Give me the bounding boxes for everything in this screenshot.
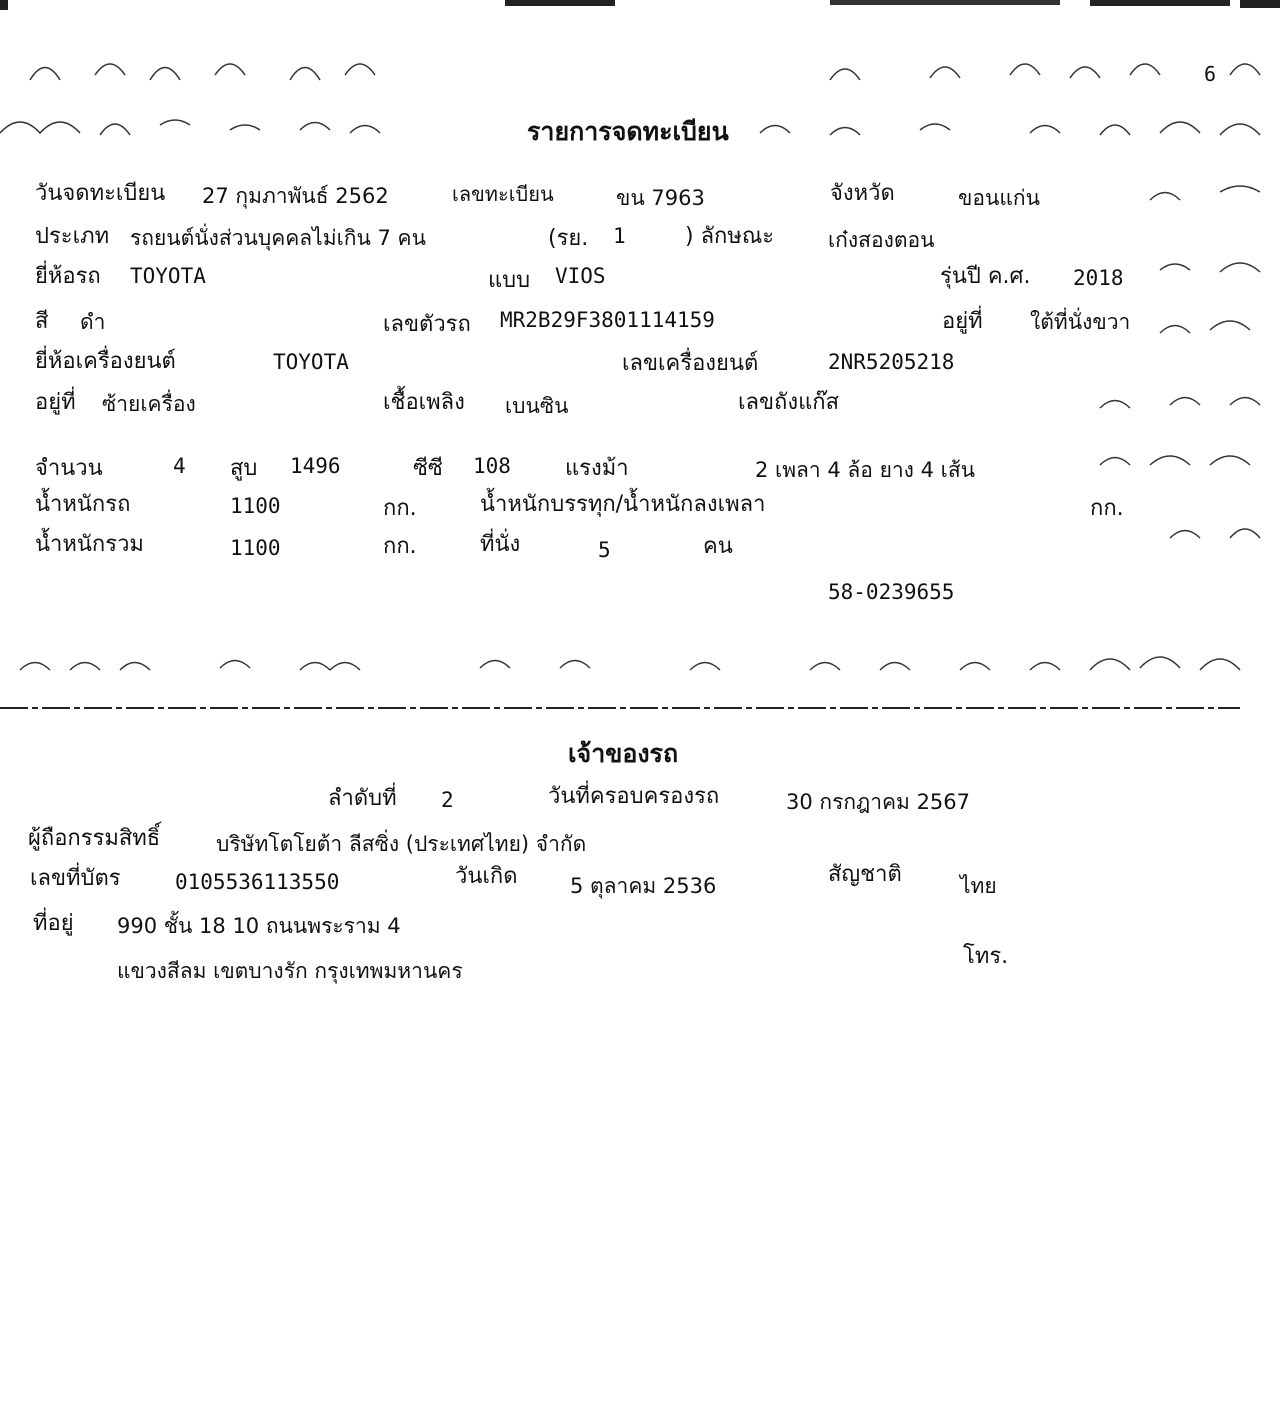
vehicle-weight-value: 1100 xyxy=(230,494,281,518)
section-divider xyxy=(0,700,1280,716)
model-year-value: 2018 xyxy=(1073,266,1124,290)
chassis-location-label: อยู่ที่ xyxy=(942,309,983,334)
vehicle-type-label: ประเภท xyxy=(35,224,110,249)
engine-location-value: ซ้ายเครื่อง xyxy=(102,392,196,416)
model-value: VIOS xyxy=(555,264,606,288)
owner-order-value: 2 xyxy=(441,788,454,812)
cylinder-unit: สูบ xyxy=(230,456,258,481)
vehicle-weight-unit: กก. xyxy=(383,496,417,521)
horsepower-value: 108 xyxy=(473,454,511,478)
type-code-open: (รย. xyxy=(548,226,589,251)
type-code-value: 1 xyxy=(613,224,626,248)
possession-date-value: 30 กรกฎาคม 2567 xyxy=(786,790,971,814)
engine-brand-value: TOYOTA xyxy=(273,350,349,374)
fuel-value: เบนซิน xyxy=(505,394,569,418)
vehicle-weight-label: น้ำหนักรถ xyxy=(35,492,131,517)
displacement-value: 1496 xyxy=(290,454,341,478)
holder-label: ผู้ถือกรรมสิทธิ์ xyxy=(28,826,161,851)
province-value: ขอนแก่น xyxy=(958,186,1040,210)
owner-section-title: เจ้าของรถ xyxy=(568,739,679,768)
cc-label: ซีซี xyxy=(413,456,443,481)
birth-date-label: วันเกิด xyxy=(455,864,518,889)
scan-top-edge xyxy=(0,0,1280,12)
brand-value: TOYOTA xyxy=(130,264,206,288)
wave-pattern-top xyxy=(0,45,1280,90)
address-label: ที่อยู่ xyxy=(33,911,74,936)
chassis-location-value: ใต้ที่นั่งขวา xyxy=(1030,310,1131,334)
body-style-value: เก๋งสองตอน xyxy=(828,228,935,252)
body-style-label: ) ลักษณะ xyxy=(685,224,775,249)
id-card-number-label: เลขที่บัตร xyxy=(30,866,121,891)
engine-number-value: 2NR5205218 xyxy=(828,350,955,374)
vehicle-type-value: รถยนต์นั่งส่วนบุคคลไม่เกิน 7 คน xyxy=(130,226,426,250)
nationality-label: สัญชาติ xyxy=(828,862,902,887)
chassis-number-value: MR2B29F3801114159 xyxy=(500,308,715,332)
document-serial-number: 58-0239655 xyxy=(828,580,955,604)
cylinders-label: จำนวน xyxy=(35,456,103,481)
phone-label: โทร. xyxy=(963,944,1009,969)
engine-number-label: เลขเครื่องยนต์ xyxy=(622,351,759,376)
wave-pattern-right-5 xyxy=(0,440,1280,480)
province-label: จังหวัด xyxy=(830,181,895,206)
holder-value: บริษัทโตโยต้า ลีสซิ่ง (ประเทศไทย) จำกัด xyxy=(216,832,587,856)
address-line-1: 990 ชั้น 18 10 ถนนพระราม 4 xyxy=(117,914,401,938)
owner-order-label: ลำดับที่ xyxy=(328,786,397,811)
load-weight-label: น้ำหนักบรรทุก/น้ำหนักลงเพลา xyxy=(480,492,766,517)
registration-date-value: 27 กุมภาพันธ์ 2562 xyxy=(202,184,389,208)
axle-wheel-tire-value: 2 เพลา 4 ล้อ ยาง 4 เส้น xyxy=(755,458,975,482)
color-value: ดำ xyxy=(80,310,106,334)
gross-weight-value: 1100 xyxy=(230,536,281,560)
load-weight-unit: กก. xyxy=(1090,496,1124,521)
brand-label: ยี่ห้อรถ xyxy=(35,264,101,289)
nationality-value: ไทย xyxy=(960,874,997,898)
birth-date-value: 5 ตุลาคม 2536 xyxy=(570,874,717,898)
page-number: 6 xyxy=(1204,62,1217,86)
gas-tank-number-label: เลขถังแก๊ส xyxy=(738,390,840,415)
gross-weight-unit: กก. xyxy=(383,534,417,559)
fuel-label: เชื้อเพลิง xyxy=(383,390,465,415)
gross-weight-label: น้ำหนักรวม xyxy=(35,532,144,557)
model-year-label: รุ่นปี ค.ศ. xyxy=(940,264,1031,289)
plate-number-label: เลขทะเบียน xyxy=(452,182,554,206)
id-card-number-value: 0105536113550 xyxy=(175,870,340,894)
model-label: แบบ xyxy=(488,268,531,293)
seats-value: 5 xyxy=(598,538,611,562)
seats-unit: คน xyxy=(703,534,733,559)
chassis-number-label: เลขตัวรถ xyxy=(383,312,471,337)
wave-pattern-bottom xyxy=(0,640,1280,680)
horsepower-label: แรงม้า xyxy=(565,456,629,481)
plate-number-value: ขน 7963 xyxy=(616,186,705,210)
registration-section-title: รายการจดทะเบียน xyxy=(527,117,729,146)
color-label: สี xyxy=(35,309,49,334)
engine-brand-label: ยี่ห้อเครื่องยนต์ xyxy=(35,349,176,374)
address-line-2: แขวงสีลม เขตบางรัก กรุงเทพมหานคร xyxy=(117,959,463,983)
cylinders-value: 4 xyxy=(173,454,186,478)
engine-location-label: อยู่ที่ xyxy=(35,390,76,415)
seats-label: ที่นั่ง xyxy=(480,532,521,557)
possession-date-label: วันที่ครอบครองรถ xyxy=(548,784,720,809)
registration-date-label: วันจดทะเบียน xyxy=(35,181,166,206)
